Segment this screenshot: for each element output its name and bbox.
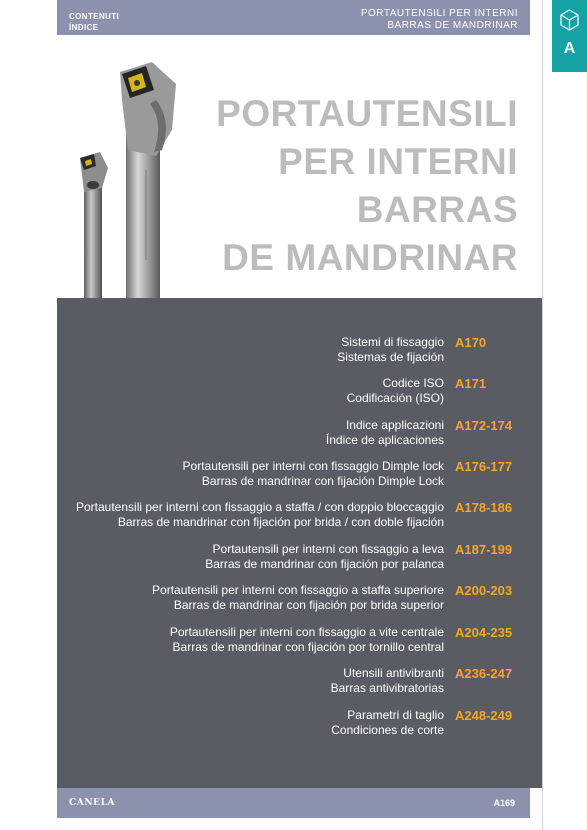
table-of-contents bbox=[57, 298, 542, 788]
toc-page-ref[interactable]: A176-177 bbox=[455, 459, 513, 474]
toc-entry[interactable] bbox=[57, 583, 542, 617]
margin-rule bbox=[542, 0, 543, 830]
toc-page-ref[interactable]: A187-199 bbox=[455, 542, 513, 557]
header-chapter-line-2: BARRAS DE MANDRINAR bbox=[387, 20, 518, 31]
page-footer bbox=[57, 788, 530, 818]
toc-entry-title bbox=[331, 666, 444, 696]
toc-title-italian: Parametri di taglio bbox=[347, 708, 444, 722]
toc-title-spanish: Barras de mandrinar con fijación por brida superior bbox=[173, 598, 444, 612]
header-section-line-2: ÍNDICE bbox=[69, 23, 99, 32]
toc-entry[interactable] bbox=[57, 625, 542, 659]
cube-icon bbox=[559, 8, 580, 36]
toc-entry-title bbox=[337, 335, 444, 365]
chapter-letter: A bbox=[563, 40, 576, 57]
toc-entry[interactable] bbox=[57, 459, 542, 493]
toc-title-italian: Codice ISO bbox=[382, 376, 444, 390]
page-number: A169 bbox=[493, 798, 515, 808]
toc-title-spanish: Índice de aplicaciones bbox=[325, 433, 444, 447]
toc-entry[interactable] bbox=[57, 376, 542, 410]
toc-page-ref[interactable]: A248-249 bbox=[455, 708, 513, 723]
toc-entry[interactable] bbox=[57, 666, 542, 700]
toc-page-ref[interactable]: A204-235 bbox=[455, 625, 513, 640]
toc-entry[interactable] bbox=[57, 335, 542, 369]
toc-entry-title bbox=[152, 583, 444, 613]
toc-title-spanish: Barras antivibratorias bbox=[330, 681, 444, 695]
header-chapter-title bbox=[361, 8, 518, 32]
title-line-2: PER INTERNI bbox=[278, 141, 518, 182]
header-section-label bbox=[69, 11, 119, 33]
toc-page-ref[interactable]: A236-247 bbox=[455, 666, 513, 681]
toc-title-spanish: Barras de mandrinar con fijación por brida / con doble fijación bbox=[117, 515, 444, 529]
toc-page-ref[interactable]: A170 bbox=[455, 335, 487, 350]
toc-page-ref[interactable]: A171 bbox=[455, 376, 487, 391]
toc-page-ref[interactable]: A172-174 bbox=[455, 418, 513, 433]
toc-entry[interactable] bbox=[57, 500, 542, 534]
toc-page-ref[interactable]: A178-186 bbox=[455, 500, 513, 515]
header-section-line-1: CONTENUTI bbox=[69, 12, 120, 21]
toc-entry-title bbox=[76, 500, 444, 530]
title-line-4: DE MANDRINAR bbox=[222, 237, 518, 278]
toc-entry-title bbox=[205, 542, 444, 572]
toc-title-italian: Portautensili per interni con fissaggio a vite centrale bbox=[169, 625, 444, 639]
toc-title-italian: Portautensili per interni con fissaggio Dimple lock bbox=[182, 459, 444, 473]
title-line-1: PORTAUTENSILI bbox=[216, 93, 518, 134]
brand-logo: CANELA bbox=[69, 798, 116, 808]
toc-entry[interactable] bbox=[57, 708, 542, 742]
toc-entry[interactable] bbox=[57, 542, 542, 576]
hero-section bbox=[57, 35, 542, 298]
toc-title-italian: Utensili antivibranti bbox=[343, 666, 444, 680]
page-header bbox=[57, 0, 530, 35]
toc-title-spanish: Barras de mandrinar con fijación por palanca bbox=[205, 557, 444, 571]
toc-entry-title bbox=[326, 418, 444, 448]
chapter-tab[interactable] bbox=[552, 0, 587, 72]
toc-entry-title bbox=[183, 459, 444, 489]
boring-bars-photo bbox=[72, 60, 232, 298]
toc-title-spanish: Sistemas de fijación bbox=[337, 350, 444, 364]
page-title bbox=[216, 90, 518, 282]
toc-entry-title bbox=[170, 625, 444, 655]
toc-entry-title bbox=[347, 376, 444, 406]
toc-entry-title bbox=[331, 708, 444, 738]
toc-page-ref[interactable]: A200-203 bbox=[455, 583, 513, 598]
toc-entry[interactable] bbox=[57, 418, 542, 452]
toc-title-spanish: Condiciones de corte bbox=[331, 723, 444, 737]
toc-title-spanish: Barras de mandrinar con fijación Dimple Lock bbox=[201, 474, 444, 488]
header-chapter-line-1: PORTAUTENSILI PER INTERNI bbox=[360, 8, 518, 19]
toc-title-spanish: Barras de mandrinar con fijación por tornillo central bbox=[172, 640, 444, 654]
toc-title-italian: Indice applicazioni bbox=[345, 418, 444, 432]
toc-title-italian: Portautensili per interni con fissaggio a staffa / con doppio bloccaggio bbox=[75, 500, 444, 514]
toc-title-spanish: Codificación (ISO) bbox=[346, 391, 444, 405]
toc-title-italian: Sistemi di fissaggio bbox=[341, 335, 444, 349]
title-line-3: BARRAS bbox=[356, 189, 518, 230]
toc-title-italian: Portautensili per interni con fissaggio a staffa superiore bbox=[152, 583, 444, 597]
toc-title-italian: Portautensili per interni con fissaggio a leva bbox=[212, 542, 444, 556]
